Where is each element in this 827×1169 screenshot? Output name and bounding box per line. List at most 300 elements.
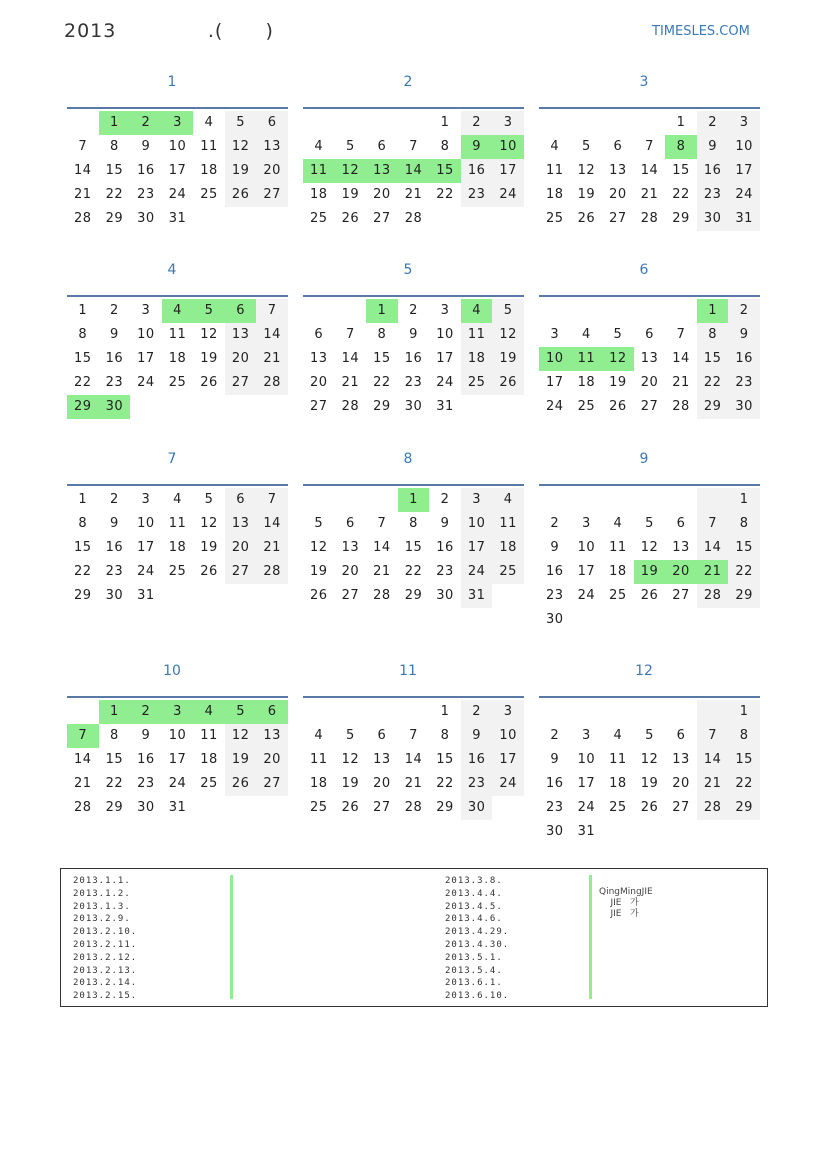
day-cell: 6 xyxy=(676,516,686,531)
day-cell: 6 xyxy=(225,488,257,512)
day-cell: 27 xyxy=(373,211,391,226)
empty-day-cell xyxy=(665,608,697,632)
day-cell: 23 xyxy=(105,564,124,579)
day-cell: 18 xyxy=(609,776,627,791)
day-cell: 14 xyxy=(74,163,92,178)
month-rule xyxy=(303,484,524,486)
empty-day-cell xyxy=(193,207,225,231)
day-cell: 24 xyxy=(546,399,564,414)
week-row xyxy=(303,488,524,512)
day-cell: 17 xyxy=(577,776,596,791)
day-cell: 26 xyxy=(341,211,360,226)
day-cell: 30 xyxy=(728,395,760,419)
month-title: 10 xyxy=(163,663,181,679)
day-cell: 1 xyxy=(440,704,450,719)
day-cell: 17 xyxy=(168,163,187,178)
day-cell: 24 xyxy=(728,183,760,207)
day-cell: 28 xyxy=(74,211,92,226)
week-row xyxy=(539,323,760,347)
week-row xyxy=(539,700,760,724)
week-row xyxy=(303,347,524,371)
day-cell: 8 xyxy=(109,728,119,743)
day-cell: 1 xyxy=(78,303,88,318)
day-cell: 8 xyxy=(109,139,119,154)
month-title: 2 xyxy=(403,74,413,90)
site-link[interactable]: TIMESLES.COM xyxy=(652,24,750,39)
day-cell: 9 xyxy=(109,327,119,342)
day-cell: 25 xyxy=(200,776,218,791)
day-cell: 30 xyxy=(697,207,729,231)
day-cell: 17 xyxy=(137,540,155,555)
day-cell: 16 xyxy=(105,540,124,555)
day-cell: 17 xyxy=(436,351,454,366)
day-cell: 1 xyxy=(440,115,450,130)
day-cell: 3 xyxy=(162,700,194,724)
day-cell: 25 xyxy=(310,211,328,226)
day-cell: 23 xyxy=(461,183,493,207)
day-cell: 20 xyxy=(310,375,328,390)
day-cell: 25 xyxy=(168,564,187,579)
month-rule xyxy=(539,696,760,698)
day-cell: 12 xyxy=(341,752,360,767)
day-cell: 6 xyxy=(345,516,355,531)
day-cell: 14 xyxy=(256,323,288,347)
day-cell: 21 xyxy=(640,187,659,202)
day-cell: 18 xyxy=(168,540,187,555)
day-cell: 28 xyxy=(697,584,729,608)
empty-day-cell xyxy=(728,608,760,632)
day-cell: 3 xyxy=(461,488,493,512)
day-cell: 26 xyxy=(200,564,218,579)
day-cell: 18 xyxy=(200,163,218,178)
day-cell: 21 xyxy=(74,776,92,791)
day-cell: 2 xyxy=(130,700,162,724)
empty-day-cell xyxy=(162,584,194,608)
empty-day-cell xyxy=(398,700,430,724)
day-cell: 28 xyxy=(256,560,288,584)
day-cell: 11 xyxy=(492,512,524,536)
day-cell: 1 xyxy=(366,299,398,323)
day-cell: 22 xyxy=(404,564,423,579)
day-cell: 3 xyxy=(492,700,524,724)
empty-day-cell xyxy=(256,796,288,820)
day-cell: 20 xyxy=(256,159,288,183)
day-cell: 12 xyxy=(335,159,367,183)
week-row xyxy=(67,111,288,135)
week-row xyxy=(303,748,524,772)
week-row xyxy=(67,159,288,183)
day-cell: 21 xyxy=(697,772,729,796)
day-cell: 6 xyxy=(613,139,623,154)
empty-day-cell xyxy=(461,207,493,231)
empty-day-cell xyxy=(225,207,257,231)
day-cell: 12 xyxy=(640,752,659,767)
day-cell: 10 xyxy=(577,540,596,555)
week-row xyxy=(67,560,288,584)
day-cell: 2 xyxy=(109,303,119,318)
day-cell: 18 xyxy=(609,564,627,579)
day-cell: 18 xyxy=(461,347,493,371)
week-row xyxy=(539,111,760,135)
day-cell: 31 xyxy=(137,588,155,603)
day-cell: 2 xyxy=(130,111,162,135)
empty-day-cell xyxy=(634,820,666,844)
legend-date: 2013.1.2. xyxy=(73,888,131,899)
week-row xyxy=(67,584,288,608)
month-rule xyxy=(303,696,524,698)
day-cell: 28 xyxy=(373,588,391,603)
day-cell: 31 xyxy=(436,399,454,414)
day-cell: 9 xyxy=(550,540,560,555)
day-cell: 22 xyxy=(436,776,454,791)
legend-date: 2013.2.12. xyxy=(73,952,138,963)
day-cell: 19 xyxy=(609,375,627,390)
empty-day-cell xyxy=(225,395,257,419)
day-cell: 5 xyxy=(204,492,214,507)
day-cell: 13 xyxy=(366,159,398,183)
legend-date: 2013.2.10. xyxy=(73,927,138,938)
day-cell: 21 xyxy=(404,776,423,791)
day-cell: 3 xyxy=(141,492,151,507)
day-cell: 16 xyxy=(137,752,155,767)
month-grid xyxy=(67,299,288,419)
legend-date: 2013.2.9. xyxy=(73,914,131,925)
day-cell: 12 xyxy=(225,724,257,748)
empty-day-cell xyxy=(256,584,288,608)
empty-day-cell xyxy=(539,700,571,724)
week-row xyxy=(67,748,288,772)
day-cell: 6 xyxy=(377,139,387,154)
legend-date: 2013.4.29. xyxy=(445,927,510,938)
empty-day-cell xyxy=(634,299,666,323)
week-row xyxy=(67,536,288,560)
empty-day-cell xyxy=(571,700,603,724)
empty-day-cell xyxy=(728,820,760,844)
day-cell: 21 xyxy=(373,564,391,579)
day-cell: 2 xyxy=(409,303,418,318)
empty-day-cell xyxy=(697,608,729,632)
day-cell: 29 xyxy=(105,211,124,226)
day-cell: 27 xyxy=(256,183,288,207)
month-title: 1 xyxy=(167,74,177,90)
day-cell: 24 xyxy=(577,588,596,603)
day-cell: 27 xyxy=(640,399,659,414)
day-cell: 10 xyxy=(168,139,187,154)
day-cell: 11 xyxy=(303,159,335,183)
day-cell: 7 xyxy=(256,299,288,323)
empty-day-cell xyxy=(225,796,257,820)
day-cell: 20 xyxy=(373,776,391,791)
legend-date: 2013.4.5. xyxy=(445,901,503,912)
day-cell: 10 xyxy=(137,516,155,531)
day-cell: 25 xyxy=(168,375,187,390)
day-cell: 27 xyxy=(225,371,257,395)
day-cell: 22 xyxy=(105,187,124,202)
month-grid xyxy=(539,488,760,632)
legend-date: 2013.6.10. xyxy=(445,991,510,1002)
month-rule xyxy=(67,107,288,109)
day-cell: 3 xyxy=(162,111,194,135)
day-cell: 21 xyxy=(404,187,423,202)
day-cell: 2 xyxy=(440,492,450,507)
empty-day-cell xyxy=(697,488,729,512)
month-title: 7 xyxy=(167,451,177,467)
empty-day-cell xyxy=(634,608,666,632)
day-cell: 16 xyxy=(546,564,564,579)
legend-right-marker xyxy=(589,875,592,999)
day-cell: 20 xyxy=(225,347,257,371)
day-cell: 30 xyxy=(436,588,454,603)
day-cell: 15 xyxy=(105,752,124,767)
day-cell: 6 xyxy=(676,728,686,743)
week-row xyxy=(539,395,760,419)
day-cell: 29 xyxy=(672,211,690,226)
day-cell: 8 xyxy=(728,512,760,536)
day-cell: 1 xyxy=(697,299,729,323)
day-cell: 1 xyxy=(728,700,760,724)
day-cell: 10 xyxy=(137,327,155,342)
week-row xyxy=(539,488,760,512)
day-cell: 10 xyxy=(728,135,760,159)
day-cell: 13 xyxy=(672,752,690,767)
day-cell: 18 xyxy=(310,187,328,202)
month-grid xyxy=(67,700,288,820)
page-title: 2013 .( ) xyxy=(64,20,274,42)
day-cell: 26 xyxy=(310,588,328,603)
week-row xyxy=(539,512,760,536)
day-cell: 15 xyxy=(728,748,760,772)
day-cell: 26 xyxy=(640,800,659,815)
week-row xyxy=(67,796,288,820)
empty-day-cell xyxy=(429,207,461,231)
day-cell: 3 xyxy=(492,111,524,135)
week-row xyxy=(303,159,524,183)
day-cell: 16 xyxy=(461,159,493,183)
empty-day-cell xyxy=(539,299,571,323)
day-cell: 27 xyxy=(310,399,328,414)
week-row xyxy=(303,371,524,395)
day-cell: 9 xyxy=(109,516,119,531)
day-cell: 10 xyxy=(492,724,524,748)
day-cell: 7 xyxy=(377,516,387,531)
day-cell: 2 xyxy=(461,111,493,135)
day-cell: 2 xyxy=(697,111,729,135)
day-cell: 4 xyxy=(581,327,591,342)
day-cell: 29 xyxy=(728,584,760,608)
day-cell: 11 xyxy=(461,323,493,347)
day-cell: 4 xyxy=(492,488,524,512)
day-cell: 30 xyxy=(546,824,564,839)
empty-day-cell xyxy=(335,299,367,323)
day-cell: 9 xyxy=(461,724,493,748)
empty-day-cell xyxy=(571,299,603,323)
day-cell: 29 xyxy=(436,800,454,815)
day-cell: 28 xyxy=(404,211,423,226)
day-cell: 24 xyxy=(168,187,187,202)
week-row xyxy=(539,796,760,820)
day-cell: 5 xyxy=(581,139,591,154)
empty-day-cell xyxy=(366,111,398,135)
day-cell: 21 xyxy=(74,187,92,202)
day-cell: 13 xyxy=(672,540,690,555)
day-cell: 30 xyxy=(137,211,155,226)
day-cell: 23 xyxy=(137,776,155,791)
day-cell: 12 xyxy=(310,540,328,555)
day-cell: 7 xyxy=(409,728,418,743)
empty-day-cell xyxy=(697,700,729,724)
day-cell: 21 xyxy=(256,347,288,371)
day-cell: 5 xyxy=(225,700,257,724)
day-cell: 26 xyxy=(225,772,257,796)
day-cell: 12 xyxy=(640,540,659,555)
month-grid xyxy=(303,700,524,820)
day-cell: 19 xyxy=(492,347,524,371)
day-cell: 24 xyxy=(168,776,187,791)
day-cell: 17 xyxy=(168,752,187,767)
day-cell: 21 xyxy=(341,375,360,390)
empty-day-cell xyxy=(571,111,603,135)
day-cell: 30 xyxy=(105,588,124,603)
week-row xyxy=(67,395,288,419)
week-row xyxy=(303,772,524,796)
empty-day-cell xyxy=(634,488,666,512)
day-cell: 10 xyxy=(539,347,571,371)
week-row xyxy=(539,135,760,159)
month-rule xyxy=(303,107,524,109)
day-cell: 24 xyxy=(137,564,155,579)
day-cell: 24 xyxy=(461,560,493,584)
day-cell: 27 xyxy=(341,588,360,603)
day-cell: 19 xyxy=(341,187,360,202)
day-cell: 24 xyxy=(577,800,596,815)
day-cell: 26 xyxy=(341,800,360,815)
legend-date: 2013.4.6. xyxy=(445,914,503,925)
day-cell: 16 xyxy=(404,351,423,366)
week-row xyxy=(303,183,524,207)
day-cell: 9 xyxy=(141,139,151,154)
day-cell: 18 xyxy=(577,375,596,390)
week-row xyxy=(539,371,760,395)
legend-date: 2013.6.1. xyxy=(445,978,503,989)
day-cell: 6 xyxy=(377,728,387,743)
day-cell: 30 xyxy=(461,796,493,820)
day-cell: 29 xyxy=(697,395,729,419)
month-title: 5 xyxy=(403,262,413,278)
legend-date: 2013.2.15. xyxy=(73,991,138,1002)
day-cell: 31 xyxy=(168,211,187,226)
day-cell: 11 xyxy=(546,163,564,178)
empty-day-cell xyxy=(335,700,367,724)
month-grid xyxy=(67,488,288,608)
day-cell: 7 xyxy=(256,488,288,512)
day-cell: 4 xyxy=(613,516,623,531)
day-cell: 5 xyxy=(193,299,225,323)
day-cell: 27 xyxy=(373,800,391,815)
day-cell: 21 xyxy=(697,560,729,584)
day-cell: 9 xyxy=(697,135,729,159)
day-cell: 9 xyxy=(409,327,418,342)
day-cell: 14 xyxy=(697,748,729,772)
day-cell: 1 xyxy=(728,488,760,512)
day-cell: 22 xyxy=(436,187,454,202)
day-cell: 25 xyxy=(609,588,627,603)
month-grid xyxy=(539,299,760,419)
day-cell: 19 xyxy=(341,776,360,791)
day-cell: 1 xyxy=(99,700,131,724)
week-row xyxy=(67,347,288,371)
day-cell: 18 xyxy=(492,536,524,560)
day-cell: 6 xyxy=(225,299,257,323)
week-row xyxy=(539,536,760,560)
week-row xyxy=(539,820,760,844)
day-cell: 4 xyxy=(314,728,324,743)
day-cell: 24 xyxy=(436,375,454,390)
empty-day-cell xyxy=(193,395,225,419)
day-cell: 14 xyxy=(672,351,690,366)
week-row xyxy=(67,512,288,536)
day-cell: 29 xyxy=(105,800,124,815)
day-cell: 28 xyxy=(640,211,659,226)
month-title: 6 xyxy=(639,262,649,278)
day-cell: 16 xyxy=(105,351,124,366)
day-cell: 15 xyxy=(74,351,92,366)
day-cell: 5 xyxy=(314,516,324,531)
day-cell: 22 xyxy=(728,772,760,796)
day-cell: 19 xyxy=(310,564,328,579)
day-cell: 19 xyxy=(634,560,666,584)
empty-day-cell xyxy=(366,488,398,512)
day-cell: 1 xyxy=(676,115,686,130)
day-cell: 25 xyxy=(461,371,493,395)
week-row xyxy=(67,371,288,395)
day-cell: 3 xyxy=(141,303,151,318)
day-cell: 4 xyxy=(314,139,324,154)
legend-date: 2013.1.3. xyxy=(73,901,131,912)
week-row xyxy=(539,772,760,796)
day-cell: 18 xyxy=(168,351,187,366)
day-cell: 12 xyxy=(577,163,596,178)
week-row xyxy=(67,700,288,724)
day-cell: 13 xyxy=(373,752,391,767)
day-cell: 25 xyxy=(310,800,328,815)
day-cell: 19 xyxy=(640,776,659,791)
week-row xyxy=(539,608,760,632)
day-cell: 8 xyxy=(697,323,729,347)
day-cell: 10 xyxy=(436,327,454,342)
empty-day-cell xyxy=(492,207,524,231)
week-row xyxy=(539,159,760,183)
empty-day-cell xyxy=(665,820,697,844)
day-cell: 3 xyxy=(440,303,450,318)
day-cell: 16 xyxy=(461,748,493,772)
day-cell: 11 xyxy=(310,752,328,767)
day-cell: 13 xyxy=(225,323,257,347)
day-cell: 14 xyxy=(341,351,360,366)
day-cell: 5 xyxy=(225,111,257,135)
day-cell: 4 xyxy=(613,728,623,743)
day-cell: 14 xyxy=(697,536,729,560)
day-cell: 27 xyxy=(672,588,690,603)
day-cell: 19 xyxy=(200,540,218,555)
week-row xyxy=(67,724,288,748)
day-cell: 11 xyxy=(609,752,627,767)
week-row xyxy=(303,299,524,323)
day-cell: 28 xyxy=(256,371,288,395)
month-rule xyxy=(539,107,760,109)
legend-date: 2013.2.14. xyxy=(73,978,138,989)
day-cell: 26 xyxy=(200,375,218,390)
day-cell: 4 xyxy=(550,139,560,154)
